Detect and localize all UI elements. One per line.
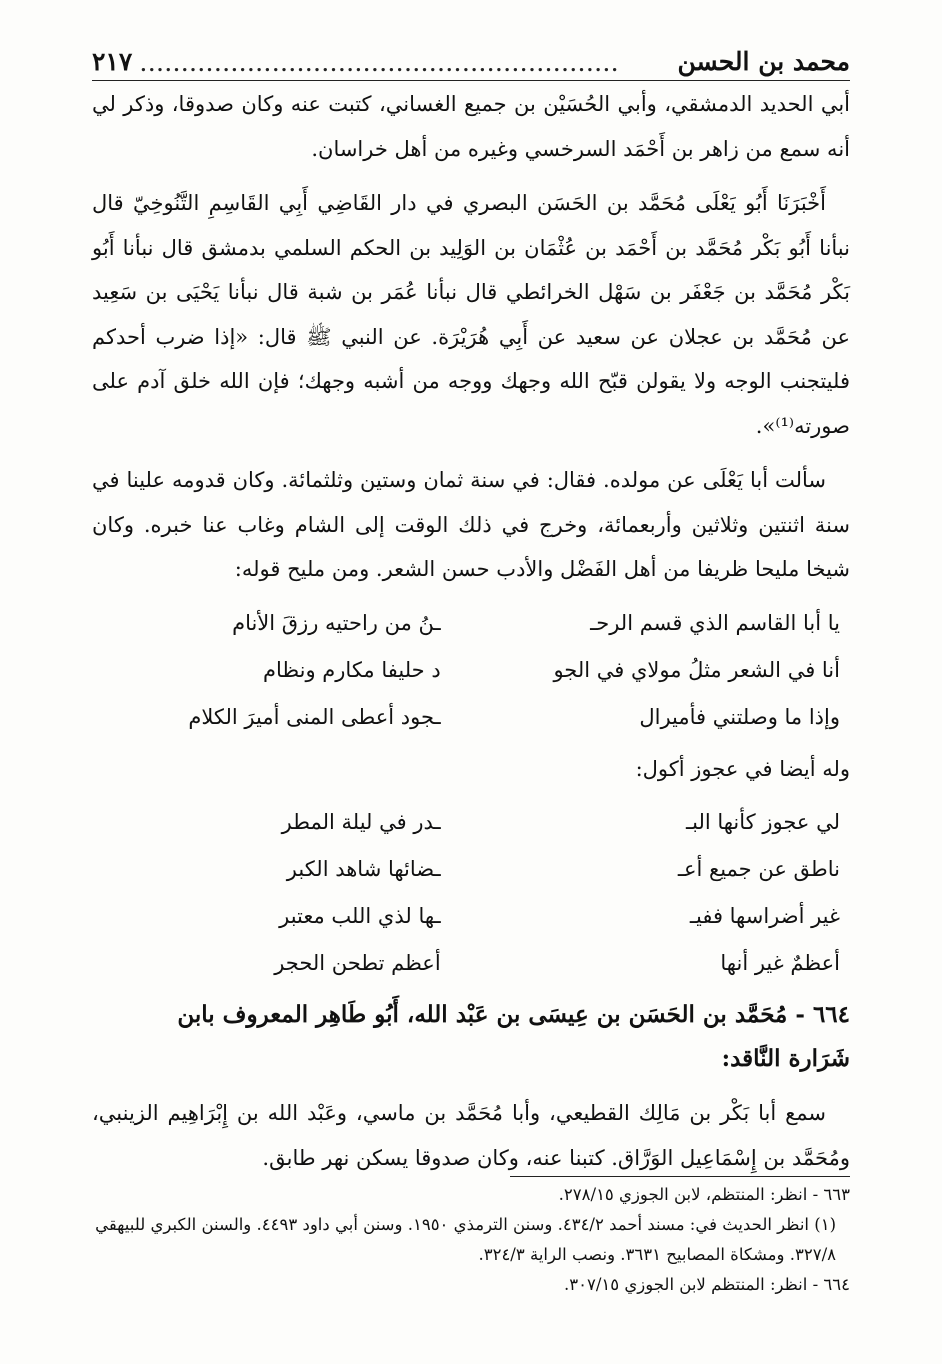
verse-second-hemistich: أعظم تطحن الحجر xyxy=(274,951,441,975)
entry-heading-line-2: شَرَارة النَّاقد: xyxy=(721,1045,850,1072)
footnote-rule xyxy=(510,1176,850,1177)
verse xyxy=(92,940,850,987)
verse-second-hemistich: ـها لذي اللب معتبر xyxy=(279,904,441,928)
verse xyxy=(92,600,850,647)
verse xyxy=(92,893,850,940)
verse-second-hemistich: ـضائها شاهد الكبر xyxy=(286,857,441,881)
page-body xyxy=(92,82,850,1180)
footnote-664: ٦٦٤ - انظر: المنتظم لابن الجوزي ٣٠٧/١٥. xyxy=(564,1275,850,1294)
verse-first-hemistich: لي عجوز كأنها البـ xyxy=(685,810,840,834)
paragraph-2-hadith: أَخْبَرَنَا أَبُو يَعْلَى مُحَمَّد بن الحَسَن البصري في دار القَاضِي أَبِي القَاسِمِ التَّنُوخِيّ قال نبأنا أَبُو بَكْر مُحَمَّد بن أَحْمَد بن عُثْمَان بن الوَلِيد بن الحكم السلمي بدمشق قال نبأنا أَبُو بَكْر مُحَمَّد بن جَعْفَر بن سَهْل الخرائطي قال نبأنا عُمَر بن شبة قال نبأنا يَحْيَى بن سَعِيد عن مُحَمَّد بن عجلان عن سعيد عن أَبِي هُرَيْرَة. عن النبي ﷺ قال: «إذا ضرب أحدكم فليتجنب الوجه ولا يقولن قبّح الله وجهك ووجه من أشبه وجهك؛ فإن الله خلق آدم على صورته⁽¹⁾». xyxy=(92,191,850,438)
paragraph-1: أبي الحديد الدمشقي، وأبي الحُسَيْن بن جميع الغساني، كتبت عنه وكان صدوقا، وذكر لي أنه سمع من زاهر بن أَحْمَد السرخسي وغيره من أهل خراسان. xyxy=(92,92,850,161)
verse-second-hemistich: ـدر في ليلة المطر xyxy=(281,810,441,834)
verse-second-hemistich: ـجود أعطى المنى أميرَ الكلام xyxy=(188,704,441,729)
verse xyxy=(92,694,850,741)
footnotes xyxy=(92,1180,850,1300)
paragraph-3: سألت أبا يَعْلَى عن مولده. فقال: في سنة ثمان وستين وثلثمائة. وكان قدومه علينا في سنة اثنتين وثلاثين وأربعمائة، وخرج في ذلك الوقت إلى الشام وغاب عنا خبره. وكان شيخا مليحا ظريفا من أهل الفَضْل والأدب حسن الشعر. ومن مليح قوله: xyxy=(92,468,850,581)
verse-first-hemistich: غير أضراسها ففيـ xyxy=(689,904,840,928)
verse-first-hemistich: أعظمٌ غير أنها xyxy=(720,951,840,975)
verse xyxy=(92,846,850,893)
verse-first-hemistich: أنا في الشعر مثلُ مولاي في الجو xyxy=(553,657,840,682)
header-dots: .......................................................... xyxy=(140,55,620,76)
verse xyxy=(92,799,850,846)
verse-second-hemistich: د حليفا مكارم ونظام xyxy=(263,657,441,682)
entry-heading xyxy=(92,993,850,1081)
verse xyxy=(92,647,850,694)
verse-second-hemistich: ـنُ من راحتيه رزقَ الأنام xyxy=(232,610,441,635)
poem-2-intro: وله أيضا في عجوز أكول: xyxy=(635,756,850,781)
poem-2 xyxy=(92,799,850,987)
entry-paragraph: سمع أبا بَكْر بن مَالِك القطيعي، وأبا مُحَمَّد بن ماسي، وعَبْد الله بن إِبْرَاهِيم الزينبي، ومُحَمَّد بن إِسْمَاعِيل الوَرَّاق. كتبنا عنه، وكان صدوقا يسكن نهر طابق. xyxy=(92,1101,850,1170)
verse-first-hemistich: يا أبا القاسم الذي قسم الرحـ xyxy=(590,610,840,635)
running-title: محمد بن الحسن xyxy=(677,47,850,76)
page-number: ٢١٧ xyxy=(92,47,133,76)
entry-heading-line-1: ٦٦٤ - مُحَمَّد بن الحَسَن بن عِيسَى بن عَبْد الله، أَبُو طَاهِر المعروف بابن xyxy=(177,1001,850,1028)
running-header xyxy=(92,36,850,81)
poem-1 xyxy=(92,600,850,741)
verse-first-hemistich: وإذا ما وصلتني فأميرال xyxy=(639,704,840,729)
footnote-1: (١) انظر الحديث في: مسند أحمد ٤٣٤/٢. وسنن الترمذي ١٩٥٠. وسنن أبي داود ٤٤٩٣. والسنن الكبري للبيهقي ٣٢٧/٨. ومشكاة المصابيح ٣٦٣١. ونصب الراية ٣٢٤/٣. xyxy=(95,1215,836,1264)
footnote-663: ٦٦٣ - انظر: المنتظم، لابن الجوزي ٢٧٨/١٥. xyxy=(558,1185,850,1204)
verse-first-hemistich: ناطق عن جميع أعـ xyxy=(677,857,840,881)
